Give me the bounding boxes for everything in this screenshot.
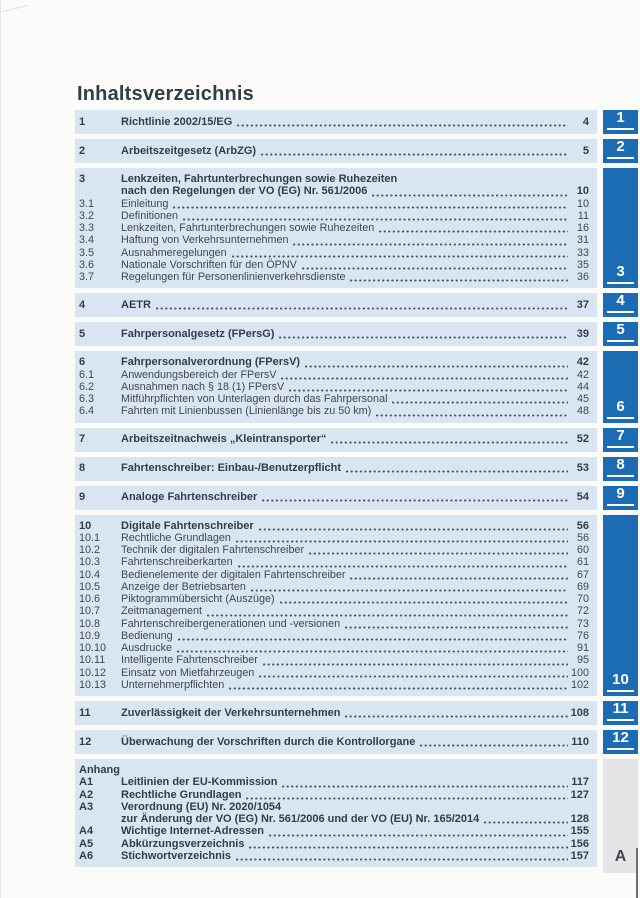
toc-row-label: Intelligente Fahrtenschreiber xyxy=(121,654,258,667)
toc-row-page: 53 xyxy=(576,462,589,474)
toc-row-number: 6.4 xyxy=(79,405,95,418)
dotted-leader xyxy=(305,365,568,368)
toc-row-label: Einsatz von Mietfahrzeugen xyxy=(121,666,255,679)
chapter-tab-label: 1 xyxy=(616,109,625,126)
toc-row-page: 42 xyxy=(576,368,589,381)
toc-row-label: Unternehmerpflichten xyxy=(121,678,225,691)
toc-row xyxy=(79,198,589,210)
toc-row-page: 127 xyxy=(570,788,589,801)
toc-row-number: 3.4 xyxy=(79,234,95,247)
toc-section-band xyxy=(75,457,597,481)
chapter-tab-underline xyxy=(607,128,634,130)
toc-row-number: 6 xyxy=(79,356,86,369)
dotted-leader xyxy=(282,785,568,788)
toc-row-label: nach den Regelungen der VO (EG) Nr. 561/2006 xyxy=(121,185,368,198)
toc-section xyxy=(75,428,638,452)
dotted-leader xyxy=(279,336,568,339)
chapter-tab-8 xyxy=(603,457,638,481)
toc-row-label: Analoge Fahrtenschreiber xyxy=(121,491,258,503)
toc-row-label: Fahrpersonalgesetz (FPersG) xyxy=(121,327,275,340)
toc-row-number: 10.4 xyxy=(79,568,101,581)
toc-row-number: 3 xyxy=(79,173,86,185)
toc-row-number: Anhang xyxy=(79,764,120,776)
toc-row-label: Wichtige Internet-Adressen xyxy=(121,825,264,838)
toc-row xyxy=(79,544,589,556)
toc-row-label: Leitlinien der EU-Kommission xyxy=(121,776,278,789)
toc-row-number: 3.2 xyxy=(79,209,95,222)
toc-row-number: 7 xyxy=(79,433,86,445)
toc-row-label: Definitionen xyxy=(121,209,179,222)
toc-section-band xyxy=(75,515,597,697)
chapter-tab-4 xyxy=(603,293,638,317)
toc-row-number: 3.7 xyxy=(79,271,95,283)
chapter-tab-1 xyxy=(603,110,638,134)
dotted-leader xyxy=(280,601,568,604)
toc-section xyxy=(75,486,638,510)
dotted-leader xyxy=(345,626,568,629)
toc-row-label: Ausdrucke xyxy=(121,642,173,654)
toc-row-number: 6.3 xyxy=(79,393,95,405)
toc-row-page: 157 xyxy=(570,849,589,862)
toc-section-band xyxy=(75,428,597,452)
toc-row xyxy=(79,707,589,719)
chapter-tab-7 xyxy=(603,428,638,452)
chapter-tab-10 xyxy=(603,515,638,697)
toc-row-page: 108 xyxy=(570,706,589,719)
dotted-leader xyxy=(350,577,568,580)
toc-section-band xyxy=(75,351,597,422)
toc-section xyxy=(75,168,638,288)
toc-row-page: 5 xyxy=(582,144,589,157)
dotted-leader xyxy=(269,834,568,837)
scan-right-edge-line xyxy=(636,848,638,898)
toc-row-page: 48 xyxy=(576,405,589,418)
toc-section-band xyxy=(75,322,597,346)
dotted-leader xyxy=(309,552,568,555)
toc-row-label: Ausnahmen nach § 18 (1) FPersV xyxy=(121,380,285,393)
toc-row-number: 10.2 xyxy=(79,544,101,556)
leader-spacer xyxy=(126,772,586,775)
chapter-tab-label: 4 xyxy=(616,292,625,310)
toc-row xyxy=(79,736,589,748)
toc-section xyxy=(75,293,638,317)
toc-row-label: Anwendungsbereich der FPersV xyxy=(121,368,277,381)
toc-row-number: 12 xyxy=(79,735,92,748)
chapter-tab-underline xyxy=(607,690,634,692)
toc-section-band xyxy=(75,168,597,288)
toc-row-page: 16 xyxy=(576,222,589,234)
toc-section-band xyxy=(75,110,597,134)
toc-row xyxy=(79,789,589,801)
chapter-tab-label: 5 xyxy=(616,321,625,339)
toc-row-label: Arbeitszeitnachweis „Kleintransporter“ xyxy=(121,433,327,445)
dotted-leader xyxy=(261,153,568,156)
toc-row-number: 11 xyxy=(79,706,91,719)
toc-row-label: Digitale Fahrtenschreiber xyxy=(121,519,254,532)
toc-row xyxy=(79,520,589,532)
toc-row-page: 10 xyxy=(576,185,589,198)
chapter-tab-label: 12 xyxy=(612,729,629,746)
toc-row-page: 56 xyxy=(576,519,589,532)
toc-row-page: 100 xyxy=(570,666,589,679)
dotted-leader xyxy=(289,389,568,392)
toc-row xyxy=(79,185,589,197)
toc-section-band xyxy=(75,730,597,754)
toc-row-number: 10.6 xyxy=(79,593,101,605)
dotted-leader xyxy=(236,540,568,543)
dotted-leader xyxy=(346,470,568,473)
toc-row-page: 156 xyxy=(570,837,589,850)
toc-row-label: Bedienung xyxy=(121,629,173,642)
toc-row-label: Bedienelemente der digitalen Fahrtenschreiber xyxy=(121,568,346,581)
toc-row-number: 10 xyxy=(79,519,92,532)
toc-row xyxy=(79,556,589,568)
toc-row-label: Rechtliche Grundlagen xyxy=(121,531,231,544)
toc-row-number: 10.12 xyxy=(79,666,107,679)
dotted-leader xyxy=(156,307,568,310)
toc-row-page: 117 xyxy=(571,776,589,789)
toc-row-label: Rechtliche Grundlagen xyxy=(121,788,242,801)
chapter-tab-label: A xyxy=(614,848,627,865)
toc-row xyxy=(79,369,589,381)
toc-row-page: 76 xyxy=(576,629,589,642)
dotted-leader xyxy=(331,441,568,444)
dotted-leader xyxy=(484,821,567,824)
toc-row xyxy=(79,654,589,666)
toc-row-number: A6 xyxy=(79,849,94,862)
toc-row-page: 54 xyxy=(576,491,589,503)
leader-spacer xyxy=(402,181,586,184)
toc-row-page: 35 xyxy=(576,258,589,271)
toc-section xyxy=(75,110,638,134)
toc-row-number: 6.2 xyxy=(79,380,95,393)
toc-row xyxy=(79,491,589,503)
toc-row-number: 3.6 xyxy=(79,258,95,271)
toc-row-page: 11 xyxy=(577,209,589,222)
toc-row-number: 1 xyxy=(79,115,86,128)
dotted-leader xyxy=(262,499,568,502)
toc-row-page: 102 xyxy=(570,678,589,691)
toc-row-number: 3.3 xyxy=(79,222,95,234)
toc-section xyxy=(75,515,638,697)
toc-row-page: 72 xyxy=(576,605,589,618)
chapter-tab-underline xyxy=(607,446,634,448)
toc-row-number: A2 xyxy=(79,788,94,801)
toc-row-label: Stichwortverzeichnis xyxy=(121,849,232,862)
dotted-leader xyxy=(259,528,568,531)
dotted-leader xyxy=(302,267,568,270)
toc-row-label: Arbeitszeitgesetz (ArbZG) xyxy=(121,144,257,157)
chapter-tab-label: 10 xyxy=(612,671,629,688)
chapter-tab-A xyxy=(603,759,638,873)
toc-row xyxy=(79,618,589,630)
toc-row-label: Fahrtenschreiberkarten xyxy=(121,556,233,569)
toc-sections xyxy=(75,110,638,867)
toc-row xyxy=(79,850,589,862)
toc-row xyxy=(79,393,589,405)
chapter-tab-11 xyxy=(603,701,638,725)
toc-row xyxy=(79,667,589,679)
toc-row-number: 10.10 xyxy=(79,642,107,654)
chapter-tab-label: 3 xyxy=(616,263,625,281)
dotted-leader xyxy=(263,663,568,666)
toc-row-number: 4 xyxy=(79,298,86,311)
chapter-tab-label: 9 xyxy=(616,484,625,502)
toc-row xyxy=(79,328,589,340)
toc-row-number: 10.3 xyxy=(79,556,101,569)
toc-row-page: 73 xyxy=(576,617,589,630)
toc-row-page: 56 xyxy=(576,531,589,544)
toc-row-label: Piktogrammübersicht (Auszüge) xyxy=(121,593,275,605)
toc-row-label: Überwachung der Vorschriften durch die Kontrollorgane xyxy=(121,735,416,748)
chapter-tab-underline xyxy=(607,340,634,342)
toc-row-label: Lenkzeiten, Fahrtunterbrechungen sowie Ruhezeiten xyxy=(121,173,398,185)
toc-row-page: 128 xyxy=(570,813,589,825)
chapter-tab-2 xyxy=(603,139,638,163)
toc-section xyxy=(75,759,638,867)
toc-row xyxy=(79,433,589,445)
toc-row-number: 2 xyxy=(79,144,86,157)
toc-row-label: zur Änderung der VO (EG) Nr. 561/2006 und der VO (EU) Nr. 165/2014 xyxy=(121,813,480,825)
toc-row-number: A3 xyxy=(79,800,94,813)
toc-row xyxy=(79,462,589,474)
chapter-tab-underline xyxy=(607,475,634,477)
toc-section xyxy=(75,139,638,163)
chapter-tab-6 xyxy=(603,351,638,422)
toc-row-number: 3.5 xyxy=(79,246,95,259)
toc-row-label: Technik der digitalen Fahrtenschreiber xyxy=(121,544,305,556)
toc-row-page: 4 xyxy=(582,115,589,128)
toc-row-label: Nationale Vorschriften für den ÖPNV xyxy=(121,258,297,271)
toc-row xyxy=(79,630,589,642)
toc-row-number: A4 xyxy=(79,825,94,838)
toc-row-number: 10.9 xyxy=(79,629,101,642)
toc-row-page: 110 xyxy=(571,735,589,748)
toc-row xyxy=(79,838,589,850)
chapter-tab-3 xyxy=(603,168,638,288)
toc-row-number: A1 xyxy=(79,776,94,789)
chapter-tab-label: 11 xyxy=(612,700,629,717)
toc-section xyxy=(75,730,638,754)
chapter-tab-underline xyxy=(607,417,634,419)
toc-section-band xyxy=(75,293,597,317)
toc-row-label: Einleitung xyxy=(121,197,169,210)
chapter-tab-label: 2 xyxy=(616,138,625,155)
toc-row-label: Fahrten mit Linienbussen (Linienlänge bis zu 50 km) xyxy=(121,405,372,418)
dotted-leader xyxy=(183,218,568,221)
toc-row xyxy=(79,116,589,128)
toc-section-band xyxy=(75,139,597,163)
dotted-leader xyxy=(249,846,567,849)
toc-row xyxy=(79,593,589,605)
scan-left-edge-line xyxy=(0,0,1,898)
dotted-leader xyxy=(238,565,568,568)
toc-row-page: 155 xyxy=(570,825,589,838)
toc-row xyxy=(79,145,589,157)
toc-row-page: 39 xyxy=(576,327,589,340)
toc-row xyxy=(79,271,589,283)
scan-corner-mark xyxy=(2,5,27,12)
chapter-tab-label: 7 xyxy=(616,426,625,444)
chapter-tab-label: 6 xyxy=(616,397,625,415)
chapter-tab-underline xyxy=(607,504,634,506)
toc-row xyxy=(79,642,589,654)
toc-row-number: 10.13 xyxy=(79,678,107,691)
toc-row-number: 10.1 xyxy=(79,531,101,544)
toc-section xyxy=(75,351,638,422)
dotted-leader xyxy=(207,614,568,617)
dotted-leader xyxy=(232,255,568,258)
toc-row-number: 9 xyxy=(79,491,86,503)
toc-section-band xyxy=(75,701,597,725)
toc-row xyxy=(79,776,589,788)
chapter-tab-underline xyxy=(607,157,634,159)
toc-row-label: Fahrtenschreibergenerationen und -versionen xyxy=(121,617,341,630)
toc-row-page: 61 xyxy=(576,556,589,569)
page-title: Inhaltsverzeichnis xyxy=(77,83,254,105)
toc-row xyxy=(79,173,589,185)
toc-row xyxy=(79,825,589,837)
toc-row-page: 91 xyxy=(576,642,589,654)
toc-row xyxy=(79,581,589,593)
toc-row-number: 5 xyxy=(79,327,86,340)
dotted-leader xyxy=(251,589,568,592)
dotted-leader xyxy=(293,243,568,246)
chapter-tab-label: 8 xyxy=(616,455,625,473)
toc-row xyxy=(79,247,589,259)
toc-row xyxy=(79,222,589,234)
toc-row-label: Regelungen für Personenlinienverkehrsdienste xyxy=(121,271,346,283)
chapter-tab-9 xyxy=(603,486,638,510)
toc-row-label: Zeitmanagement xyxy=(121,605,203,618)
toc-row-label: Mitführpflichten von Unterlagen durch das Fahrpersonal xyxy=(121,393,388,405)
dotted-leader xyxy=(281,377,568,380)
toc-row xyxy=(79,234,589,246)
toc-row-label: Fahrpersonalverordnung (FPersV) xyxy=(121,356,301,369)
dotted-leader xyxy=(173,206,568,209)
toc-row-label: Zuverlässigkeit der Verkehrsunternehmen xyxy=(121,706,341,719)
chapter-tab-underline xyxy=(607,282,634,284)
toc-section xyxy=(75,457,638,481)
toc-section xyxy=(75,701,638,725)
toc-row-label: Abkürzungsverzeichnis xyxy=(121,837,245,850)
toc-row-page: 45 xyxy=(576,393,589,405)
toc-row-label: Verordnung (EU) Nr. 2020/1054 xyxy=(121,800,282,813)
toc-row-number: 10.8 xyxy=(79,617,101,630)
toc-row-number: 10.5 xyxy=(79,580,101,593)
toc-row xyxy=(79,801,589,813)
dotted-leader xyxy=(350,279,568,282)
toc-section-band xyxy=(75,486,597,510)
toc-row xyxy=(79,569,589,581)
toc-row-number: 8 xyxy=(79,462,86,474)
toc-row-page: 70 xyxy=(576,593,589,605)
toc-row-page: 60 xyxy=(576,544,589,556)
toc-row-page: 95 xyxy=(576,654,589,667)
toc-row-page: 37 xyxy=(576,298,589,311)
toc-row-label: Haftung von Verkehrsunternehmen xyxy=(121,234,289,247)
dotted-leader xyxy=(376,414,568,417)
dotted-leader xyxy=(236,858,568,861)
toc-row xyxy=(79,764,589,776)
dotted-leader xyxy=(259,675,568,678)
toc-row-label: Lenkzeiten, Fahrtunterbrechungen sowie Ruhezeiten xyxy=(121,222,375,234)
toc-row xyxy=(79,259,589,271)
dotted-leader xyxy=(237,124,568,127)
toc-row xyxy=(79,356,589,368)
toc-row xyxy=(79,299,589,311)
toc-row-label: Fahrtenschreiber: Einbau-/Benutzerpflicht xyxy=(121,462,342,474)
toc-row-page: 44 xyxy=(576,380,589,393)
toc-row-page: 31 xyxy=(576,234,589,247)
toc-row xyxy=(79,210,589,222)
chapter-tab-underline xyxy=(607,748,634,750)
toc-row-page: 10 xyxy=(576,197,589,210)
chapter-tab-underline xyxy=(607,311,634,313)
toc-row-page: 52 xyxy=(576,433,589,445)
dotted-leader xyxy=(177,650,568,653)
toc-row-label: Anzeige der Betriebsarten xyxy=(121,580,246,593)
toc-row-number: 6.1 xyxy=(79,368,95,381)
toc-row-label: Ausnahmeregelungen xyxy=(121,246,227,259)
dotted-leader xyxy=(379,230,568,233)
toc-row-page: 67 xyxy=(576,568,589,581)
toc-row-label: AETR xyxy=(121,298,151,311)
toc-row xyxy=(79,532,589,544)
dotted-leader xyxy=(246,797,567,800)
dotted-leader xyxy=(229,687,568,690)
dotted-leader xyxy=(372,194,568,197)
dotted-leader xyxy=(420,744,568,747)
toc-row-label: Richtlinie 2002/15/EG xyxy=(121,115,233,128)
toc-row-number: 10.7 xyxy=(79,605,101,618)
toc-row xyxy=(79,381,589,393)
dotted-leader xyxy=(345,715,567,718)
toc-section xyxy=(75,322,638,346)
toc-row-number: A5 xyxy=(79,837,94,850)
chapter-tab-underline xyxy=(607,719,634,721)
toc-row-page: 42 xyxy=(576,356,589,369)
dotted-leader xyxy=(178,638,568,641)
toc-row xyxy=(79,605,589,617)
chapter-tab-12 xyxy=(603,730,638,754)
toc-row-number: 3.1 xyxy=(79,197,95,210)
toc-row xyxy=(79,813,589,825)
leader-spacer xyxy=(286,809,586,812)
toc-row-number: 10.11 xyxy=(79,654,106,667)
toc-row-page: 69 xyxy=(576,580,589,593)
toc-section-band xyxy=(75,759,597,867)
toc-row-page: 36 xyxy=(576,271,589,283)
dotted-leader xyxy=(392,401,568,404)
toc-row xyxy=(79,405,589,417)
chapter-tab-5 xyxy=(603,322,638,346)
toc-row xyxy=(79,679,589,691)
toc-row-page: 33 xyxy=(576,246,589,259)
